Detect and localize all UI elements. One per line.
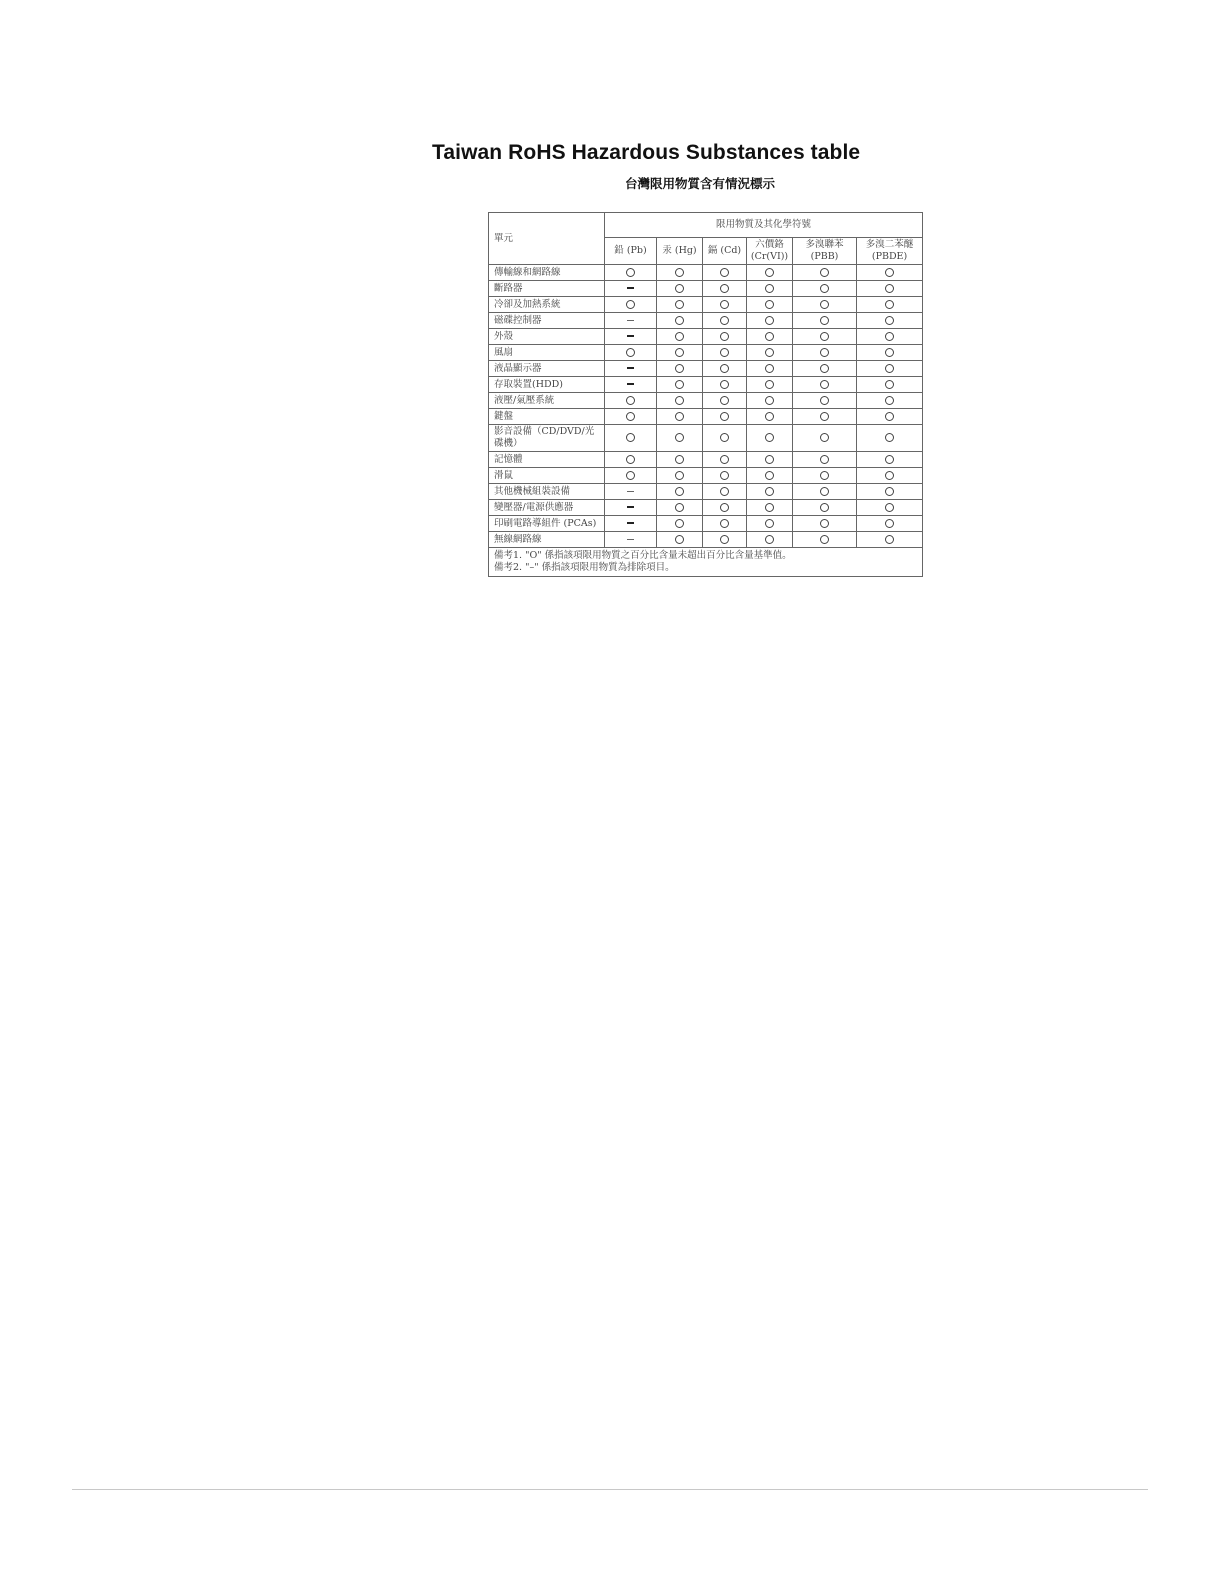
substance-mark-cell (703, 409, 747, 425)
page-subtitle: 台灣限用物質含有情況標示 (624, 176, 775, 191)
substance-mark-cell (793, 377, 857, 393)
circle-mark-icon (885, 364, 894, 373)
circle-mark-icon (626, 412, 635, 421)
circle-mark-icon (820, 380, 829, 389)
substance-mark-cell (703, 452, 747, 468)
unit-cell: 磁碟控制器 (489, 313, 605, 329)
substance-mark-cell (703, 313, 747, 329)
substance-mark-cell (747, 409, 793, 425)
circle-mark-icon (675, 332, 684, 341)
substance-mark-cell (703, 265, 747, 281)
rohs-table (488, 212, 923, 577)
circle-mark-icon (820, 471, 829, 480)
circle-mark-icon (820, 519, 829, 528)
circle-mark-icon (885, 412, 894, 421)
substance-mark-cell (747, 281, 793, 297)
circle-mark-icon (820, 284, 829, 293)
circle-mark-icon (820, 396, 829, 405)
substance-mark-cell (793, 500, 857, 516)
substance-mark-cell (657, 425, 703, 452)
substance-mark-cell (605, 345, 657, 361)
circle-mark-icon (820, 412, 829, 421)
table-row (489, 484, 923, 500)
unit-cell: 影音設備（CD/DVD/光碟機） (489, 425, 605, 452)
circle-mark-icon (626, 471, 635, 480)
circle-mark-icon (720, 455, 729, 464)
circle-mark-icon (675, 364, 684, 373)
substance-mark-cell (605, 281, 657, 297)
circle-mark-icon (675, 519, 684, 528)
substance-mark-cell (857, 377, 923, 393)
circle-mark-icon (626, 455, 635, 464)
substance-mark-cell (857, 532, 923, 548)
circle-mark-icon (885, 300, 894, 309)
column-header: 鎘 (Cd) (703, 238, 747, 265)
circle-mark-icon (675, 487, 684, 496)
table-row (489, 452, 923, 468)
column-header: 六價鉻 (Cr(VI)) (747, 238, 793, 265)
substance-mark-cell (605, 425, 657, 452)
circle-mark-icon (720, 433, 729, 442)
table-row (489, 329, 923, 345)
table-row (489, 425, 923, 452)
substance-mark-cell (657, 468, 703, 484)
substance-mark-cell (605, 297, 657, 313)
unit-cell: 滑鼠 (489, 468, 605, 484)
substance-mark-cell (793, 516, 857, 532)
circle-mark-icon (675, 471, 684, 480)
substance-mark-cell (605, 468, 657, 484)
substance-mark-cell (747, 452, 793, 468)
unit-cell: 液壓/氣壓系統 (489, 393, 605, 409)
circle-mark-icon (626, 268, 635, 277)
dash-mark-icon (627, 287, 634, 289)
circle-mark-icon (765, 348, 774, 357)
circle-mark-icon (626, 396, 635, 405)
column-header: 多溴二苯醚 (PBDE) (857, 238, 923, 265)
substance-mark-cell (605, 313, 657, 329)
substance-mark-cell (857, 500, 923, 516)
substance-mark-cell (793, 393, 857, 409)
circle-mark-icon (720, 535, 729, 544)
note-2: 備考2. "–" 係指該項限用物質為排除項目。 (494, 562, 675, 573)
page-title: Taiwan RoHS Hazardous Substances table (432, 141, 861, 164)
substance-mark-cell (657, 393, 703, 409)
substance-mark-cell (657, 281, 703, 297)
substance-mark-cell (657, 297, 703, 313)
circle-mark-icon (765, 455, 774, 464)
substance-mark-cell (657, 500, 703, 516)
column-header: 鉛 (Pb) (605, 238, 657, 265)
circle-mark-icon (820, 535, 829, 544)
substance-mark-cell (857, 409, 923, 425)
circle-mark-icon (675, 455, 684, 464)
circle-mark-icon (626, 433, 635, 442)
unit-cell: 液晶顯示器 (489, 361, 605, 377)
circle-mark-icon (765, 487, 774, 496)
substance-mark-cell (793, 361, 857, 377)
circle-mark-icon (720, 348, 729, 357)
dash-mark-icon (627, 367, 634, 369)
circle-mark-icon (765, 519, 774, 528)
circle-mark-icon (885, 503, 894, 512)
circle-mark-icon (675, 535, 684, 544)
substance-mark-cell (793, 345, 857, 361)
circle-mark-icon (675, 348, 684, 357)
circle-mark-icon (820, 487, 829, 496)
circle-mark-icon (820, 455, 829, 464)
substance-mark-cell (793, 425, 857, 452)
circle-mark-icon (675, 284, 684, 293)
circle-mark-icon (720, 332, 729, 341)
substance-mark-cell (703, 532, 747, 548)
table-row (489, 500, 923, 516)
substance-mark-cell (657, 313, 703, 329)
substance-mark-cell (857, 361, 923, 377)
substance-mark-cell (605, 329, 657, 345)
unit-cell: 印刷電路導組件 (PCAs) (489, 516, 605, 532)
circle-mark-icon (765, 284, 774, 293)
circle-mark-icon (626, 300, 635, 309)
substance-mark-cell (857, 329, 923, 345)
dash-mark-icon (627, 539, 634, 540)
circle-mark-icon (765, 380, 774, 389)
circle-mark-icon (720, 471, 729, 480)
substance-mark-cell (657, 345, 703, 361)
substance-mark-cell (793, 468, 857, 484)
substance-mark-cell (747, 500, 793, 516)
circle-mark-icon (765, 268, 774, 277)
substance-mark-cell (793, 452, 857, 468)
substance-mark-cell (605, 361, 657, 377)
circle-mark-icon (720, 364, 729, 373)
substance-mark-cell (703, 377, 747, 393)
substance-mark-cell (857, 281, 923, 297)
circle-mark-icon (885, 284, 894, 293)
circle-mark-icon (765, 412, 774, 421)
circle-mark-icon (675, 433, 684, 442)
dash-mark-icon (627, 491, 634, 492)
circle-mark-icon (885, 455, 894, 464)
unit-cell: 無線網路線 (489, 532, 605, 548)
circle-mark-icon (885, 396, 894, 405)
unit-cell: 斷路器 (489, 281, 605, 297)
substance-mark-cell (747, 313, 793, 329)
circle-mark-icon (885, 471, 894, 480)
substance-mark-cell (747, 329, 793, 345)
substance-mark-cell (605, 265, 657, 281)
substance-mark-cell (703, 345, 747, 361)
substance-mark-cell (747, 393, 793, 409)
substance-mark-cell (657, 516, 703, 532)
substance-mark-cell (857, 452, 923, 468)
circle-mark-icon (820, 348, 829, 357)
circle-mark-icon (885, 316, 894, 325)
substance-mark-cell (703, 468, 747, 484)
circle-mark-icon (720, 396, 729, 405)
substance-mark-cell (857, 484, 923, 500)
table-notes (489, 548, 923, 577)
substance-mark-cell (703, 393, 747, 409)
circle-mark-icon (675, 412, 684, 421)
substance-mark-cell (657, 484, 703, 500)
circle-mark-icon (885, 487, 894, 496)
circle-mark-icon (720, 316, 729, 325)
dash-mark-icon (627, 335, 634, 337)
circle-mark-icon (885, 348, 894, 357)
circle-mark-icon (675, 300, 684, 309)
circle-mark-icon (626, 348, 635, 357)
substance-mark-cell (703, 329, 747, 345)
substance-mark-cell (793, 532, 857, 548)
table-row (489, 345, 923, 361)
substance-mark-cell (747, 532, 793, 548)
circle-mark-icon (820, 332, 829, 341)
dash-mark-icon (627, 522, 634, 524)
substance-mark-cell (857, 516, 923, 532)
substance-mark-cell (605, 452, 657, 468)
table-body (489, 265, 923, 548)
unit-cell: 風扇 (489, 345, 605, 361)
circle-mark-icon (675, 503, 684, 512)
substance-mark-cell (747, 345, 793, 361)
substance-mark-cell (605, 532, 657, 548)
footer-divider (72, 1489, 1148, 1490)
substance-mark-cell (793, 329, 857, 345)
substance-mark-cell (793, 409, 857, 425)
circle-mark-icon (820, 433, 829, 442)
substance-mark-cell (747, 516, 793, 532)
column-header: 汞 (Hg) (657, 238, 703, 265)
substance-mark-cell (793, 484, 857, 500)
table-row (489, 532, 923, 548)
circle-mark-icon (720, 519, 729, 528)
circle-mark-icon (720, 487, 729, 496)
circle-mark-icon (720, 268, 729, 277)
substance-mark-cell (703, 516, 747, 532)
table-row (489, 393, 923, 409)
table-row (489, 516, 923, 532)
circle-mark-icon (885, 380, 894, 389)
substance-mark-cell (747, 297, 793, 313)
circle-mark-icon (765, 396, 774, 405)
substance-mark-cell (657, 361, 703, 377)
substance-mark-cell (657, 329, 703, 345)
unit-cell: 其他機械組裝設備 (489, 484, 605, 500)
substance-mark-cell (605, 409, 657, 425)
substance-mark-cell (605, 393, 657, 409)
circle-mark-icon (675, 316, 684, 325)
circle-mark-icon (885, 433, 894, 442)
circle-mark-icon (885, 268, 894, 277)
circle-mark-icon (820, 268, 829, 277)
circle-mark-icon (720, 300, 729, 309)
substance-mark-cell (747, 484, 793, 500)
table-row (489, 313, 923, 329)
circle-mark-icon (820, 316, 829, 325)
substance-mark-cell (703, 425, 747, 452)
substance-mark-cell (605, 484, 657, 500)
circle-mark-icon (820, 300, 829, 309)
substance-mark-cell (747, 468, 793, 484)
circle-mark-icon (675, 268, 684, 277)
circle-mark-icon (765, 471, 774, 480)
circle-mark-icon (765, 535, 774, 544)
table-row (489, 265, 923, 281)
substance-mark-cell (605, 516, 657, 532)
substance-mark-cell (747, 265, 793, 281)
circle-mark-icon (765, 300, 774, 309)
table-row (489, 361, 923, 377)
unit-cell: 鍵盤 (489, 409, 605, 425)
substance-mark-cell (857, 393, 923, 409)
substance-mark-cell (793, 297, 857, 313)
circle-mark-icon (720, 412, 729, 421)
table-row (489, 281, 923, 297)
circle-mark-icon (820, 503, 829, 512)
substance-mark-cell (657, 532, 703, 548)
substance-mark-cell (857, 468, 923, 484)
circle-mark-icon (720, 380, 729, 389)
circle-mark-icon (765, 316, 774, 325)
substance-mark-cell (857, 345, 923, 361)
substance-mark-cell (703, 281, 747, 297)
substance-mark-cell (747, 377, 793, 393)
column-header: 多溴聯苯 (PBB) (793, 238, 857, 265)
table-row (489, 409, 923, 425)
circle-mark-icon (820, 364, 829, 373)
substance-mark-cell (703, 500, 747, 516)
substance-mark-cell (657, 377, 703, 393)
substance-mark-cell (857, 265, 923, 281)
substance-mark-cell (857, 313, 923, 329)
circle-mark-icon (765, 503, 774, 512)
circle-mark-icon (675, 380, 684, 389)
note-1: 備考1. "O" 係指該項限用物質之百分比含量未超出百分比含量基準值。 (494, 550, 792, 561)
dash-mark-icon (627, 383, 634, 385)
circle-mark-icon (720, 284, 729, 293)
substance-mark-cell (793, 313, 857, 329)
circle-mark-icon (765, 332, 774, 341)
substance-mark-cell (657, 409, 703, 425)
table-row (489, 297, 923, 313)
unit-cell: 冷卻及加熱系統 (489, 297, 605, 313)
dash-mark-icon (627, 320, 634, 321)
table-row (489, 377, 923, 393)
dash-mark-icon (627, 506, 634, 508)
substance-mark-cell (605, 500, 657, 516)
circle-mark-icon (720, 503, 729, 512)
circle-mark-icon (765, 433, 774, 442)
substance-mark-cell (747, 425, 793, 452)
substance-mark-cell (793, 265, 857, 281)
substance-mark-cell (657, 265, 703, 281)
substance-mark-cell (657, 452, 703, 468)
substance-mark-cell (703, 297, 747, 313)
circle-mark-icon (885, 535, 894, 544)
unit-column-header: 單元 (489, 213, 605, 265)
unit-cell: 記憶體 (489, 452, 605, 468)
table-row (489, 468, 923, 484)
substance-mark-cell (605, 377, 657, 393)
substance-mark-cell (703, 361, 747, 377)
circle-mark-icon (675, 396, 684, 405)
substance-group-header: 限用物質及其化學符號 (605, 213, 923, 238)
circle-mark-icon (885, 332, 894, 341)
circle-mark-icon (765, 364, 774, 373)
substance-mark-cell (857, 297, 923, 313)
substance-mark-cell (857, 425, 923, 452)
substance-mark-cell (793, 281, 857, 297)
unit-cell: 變壓器/電源供應器 (489, 500, 605, 516)
unit-cell: 存取裝置(HDD) (489, 377, 605, 393)
unit-cell: 傳輸線和網路線 (489, 265, 605, 281)
substance-mark-cell (747, 361, 793, 377)
circle-mark-icon (885, 519, 894, 528)
substance-mark-cell (703, 484, 747, 500)
unit-cell: 外殼 (489, 329, 605, 345)
